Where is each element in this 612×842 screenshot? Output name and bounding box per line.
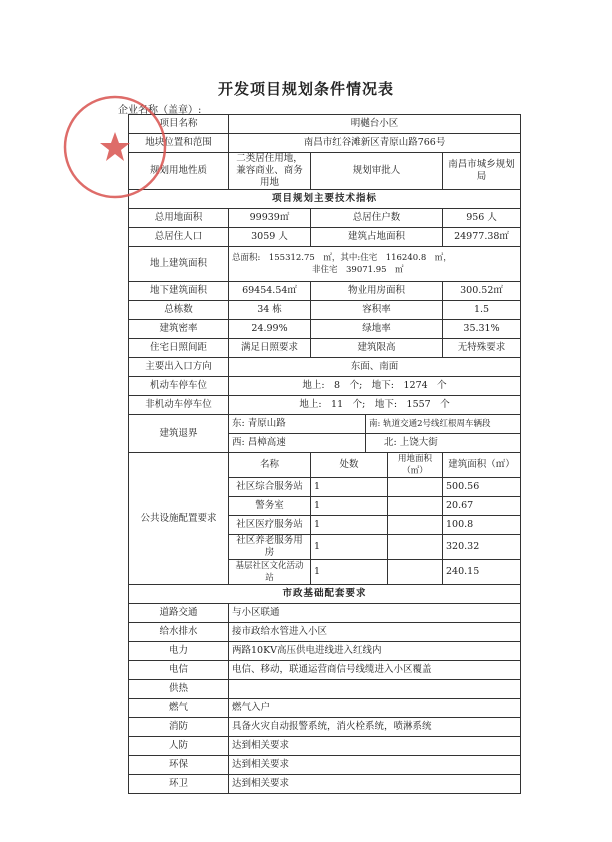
setback-west: 西: 昌樟高速 bbox=[229, 434, 366, 453]
facility-count: 1 bbox=[311, 516, 388, 535]
height-label: 建筑限高 bbox=[311, 339, 443, 358]
project-name-value: 明樾台小区 bbox=[229, 115, 521, 134]
green-value: 35.31% bbox=[443, 320, 521, 339]
facility-area: 240.15 bbox=[443, 560, 521, 585]
setback-south: 南: 轨道交通2号线红根周车辆段 bbox=[366, 415, 521, 434]
far-label: 容积率 bbox=[311, 301, 443, 320]
households-label: 总居住户数 bbox=[311, 209, 443, 228]
tech-header: 项目规划主要技术指标 bbox=[129, 190, 521, 209]
height-value: 无特殊要求 bbox=[443, 339, 521, 358]
total-land-value: 99939㎡ bbox=[229, 209, 311, 228]
below-ground-value: 69454.54㎡ bbox=[229, 282, 311, 301]
sunlight-label: 住宅日照间距 bbox=[129, 339, 229, 358]
facility-name: 社区养老服务用房 bbox=[229, 535, 311, 560]
facilities-header-count: 处数 bbox=[311, 453, 388, 478]
page-title: 开发项目规划条件情况表 bbox=[217, 80, 394, 98]
infra-value: 两路10KV高压供电进线进入红线内 bbox=[229, 642, 521, 661]
facility-count: 1 bbox=[311, 560, 388, 585]
setback-east: 东: 青原山路 bbox=[229, 415, 366, 434]
above-ground-line-2: 非住宅 39071.95 ㎡ bbox=[312, 265, 404, 275]
infra-label: 供热 bbox=[129, 680, 229, 699]
facility-land bbox=[388, 497, 443, 516]
facility-area: 500.56 bbox=[443, 478, 521, 497]
buildings-value: 34 栋 bbox=[229, 301, 311, 320]
far-value: 1.5 bbox=[443, 301, 521, 320]
nonmotor-parking-value: 地上: 11 个; 地下: 1557 个 bbox=[229, 396, 521, 415]
infra-label: 环卫 bbox=[129, 775, 229, 794]
footprint-value: 24977.38㎡ bbox=[443, 228, 521, 247]
location-value: 南昌市红谷滩新区青原山路766号 bbox=[229, 134, 521, 153]
facility-name: 社区医疗服务站 bbox=[229, 516, 311, 535]
households-value: 956 人 bbox=[443, 209, 521, 228]
nonmotor-parking-label: 非机动车停车位 bbox=[129, 396, 229, 415]
infra-label: 人防 bbox=[129, 737, 229, 756]
infra-row bbox=[129, 604, 521, 623]
infra-value: 达到相关要求 bbox=[229, 756, 521, 775]
project-name-label: 项目名称 bbox=[129, 115, 229, 134]
facilities-label: 公共设施配置要求 bbox=[129, 453, 229, 585]
setback-north: 北: 上饶大街 bbox=[366, 434, 521, 453]
infra-row bbox=[129, 642, 521, 661]
infra-label: 燃气 bbox=[129, 699, 229, 718]
location-label: 地块位置和范围 bbox=[129, 134, 229, 153]
approval-label: 规划审批人 bbox=[311, 153, 443, 190]
infra-value: 达到相关要求 bbox=[229, 775, 521, 794]
residents-value: 3059 人 bbox=[229, 228, 311, 247]
planning-conditions-table bbox=[128, 114, 521, 794]
infra-row bbox=[129, 718, 521, 737]
facility-count: 1 bbox=[311, 535, 388, 560]
entrance-value: 东面、南面 bbox=[229, 358, 521, 377]
infra-row bbox=[129, 775, 521, 794]
infra-row bbox=[129, 661, 521, 680]
facilities-header-land: 用地面积（㎡） bbox=[388, 453, 443, 478]
infra-row bbox=[129, 737, 521, 756]
above-ground-label: 地上建筑面积 bbox=[129, 247, 229, 282]
facility-name: 社区综合服务站 bbox=[229, 478, 311, 497]
approval-value: 南昌市城乡规划局 bbox=[443, 153, 521, 190]
infra-value bbox=[229, 680, 521, 699]
facility-area: 20.67 bbox=[443, 497, 521, 516]
setback-label: 建筑退界 bbox=[129, 415, 229, 453]
facility-count: 1 bbox=[311, 478, 388, 497]
infra-value: 与小区联通 bbox=[229, 604, 521, 623]
infra-row bbox=[129, 699, 521, 718]
infra-value: 达到相关要求 bbox=[229, 737, 521, 756]
facility-name: 警务室 bbox=[229, 497, 311, 516]
infra-row bbox=[129, 623, 521, 642]
infra-label: 消防 bbox=[129, 718, 229, 737]
infra-label: 电信 bbox=[129, 661, 229, 680]
infra-label: 给水排水 bbox=[129, 623, 229, 642]
property-label: 物业用房面积 bbox=[311, 282, 443, 301]
land-use-label: 规划用地性质 bbox=[129, 153, 229, 190]
above-ground-value bbox=[229, 247, 521, 282]
infra-value: 电信、移动，联通运营商信号线缆进入小区覆盖 bbox=[229, 661, 521, 680]
facilities-header-area: 建筑面积（㎡） bbox=[443, 453, 521, 478]
facility-area: 100.8 bbox=[443, 516, 521, 535]
infra-row bbox=[129, 680, 521, 699]
green-label: 绿地率 bbox=[311, 320, 443, 339]
infra-label: 环保 bbox=[129, 756, 229, 775]
infra-value: 具备火灾自动报警系统，消火栓系统，喷淋系统 bbox=[229, 718, 521, 737]
property-value: 300.52㎡ bbox=[443, 282, 521, 301]
facility-land bbox=[388, 535, 443, 560]
infra-label: 道路交通 bbox=[129, 604, 229, 623]
density-label: 建筑密率 bbox=[129, 320, 229, 339]
total-land-label: 总用地面积 bbox=[129, 209, 229, 228]
motor-parking-value: 地上: 8 个; 地下: 1274 个 bbox=[229, 377, 521, 396]
infra-label: 电力 bbox=[129, 642, 229, 661]
residents-label: 总居住人口 bbox=[129, 228, 229, 247]
facility-count: 1 bbox=[311, 497, 388, 516]
motor-parking-label: 机动车停车位 bbox=[129, 377, 229, 396]
infra-value: 接市政给水管进入小区 bbox=[229, 623, 521, 642]
land-use-value: 二类居住用地，兼容商业、商务用地 bbox=[229, 153, 311, 190]
facility-name: 基层社区文化活动站 bbox=[229, 560, 311, 585]
footprint-label: 建筑占地面积 bbox=[311, 228, 443, 247]
facility-area: 320.32 bbox=[443, 535, 521, 560]
facility-land bbox=[388, 516, 443, 535]
infra-value: 燃气入户 bbox=[229, 699, 521, 718]
entrance-label: 主要出入口方向 bbox=[129, 358, 229, 377]
buildings-label: 总栋数 bbox=[129, 301, 229, 320]
applicant-label: 企业名称（盖章）: bbox=[118, 105, 202, 116]
above-ground-line-1: 总面积: 155312.75 ㎡，其中:住宅 116240.8 ㎡， bbox=[232, 253, 452, 263]
density-value: 24.99% bbox=[229, 320, 311, 339]
infra-header: 市政基础配套要求 bbox=[129, 585, 521, 604]
infra-row bbox=[129, 756, 521, 775]
below-ground-label: 地下建筑面积 bbox=[129, 282, 229, 301]
sunlight-value: 满足日照要求 bbox=[229, 339, 311, 358]
facilities-header-name: 名称 bbox=[229, 453, 311, 478]
facility-land bbox=[388, 478, 443, 497]
facility-land bbox=[388, 560, 443, 585]
